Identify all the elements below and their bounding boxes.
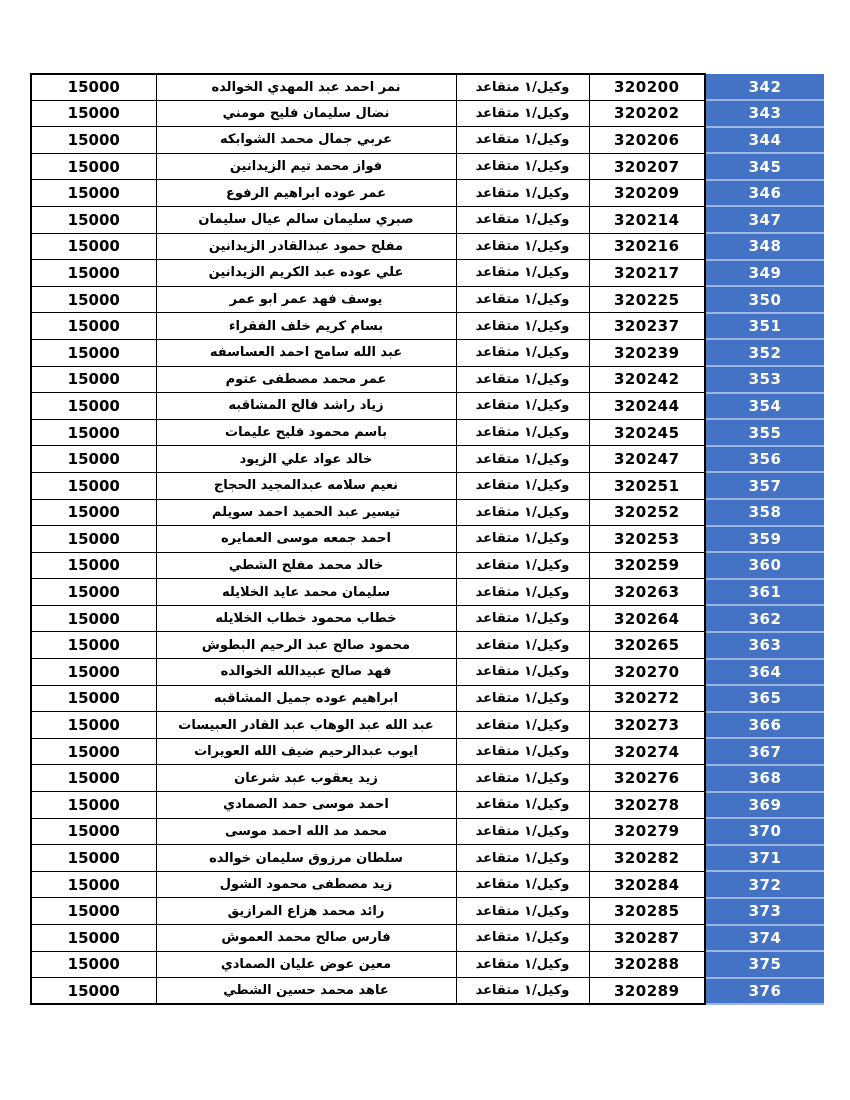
name-cell: خطاب محمود خطاب الخلايله xyxy=(156,605,456,632)
amount-cell: 15000 xyxy=(31,659,156,686)
id-number-cell: 320252 xyxy=(589,499,705,526)
serial-number-cell: 343 xyxy=(705,100,824,127)
name-cell: نضال سليمان فليح مومني xyxy=(156,100,456,127)
serial-number-cell: 344 xyxy=(705,127,824,154)
amount-cell: 15000 xyxy=(31,871,156,898)
table-body xyxy=(31,74,824,1004)
id-number-cell: 320200 xyxy=(589,74,705,100)
id-number-cell: 320217 xyxy=(589,260,705,287)
serial-number-cell: 373 xyxy=(705,898,824,925)
rank-cell: وكيل/١ متقاعد xyxy=(456,286,589,313)
table-row xyxy=(31,153,824,180)
table-row xyxy=(31,393,824,420)
amount-cell: 15000 xyxy=(31,472,156,499)
name-cell: عربي جمال محمد الشوابكه xyxy=(156,127,456,154)
name-cell: نمر احمد عبد المهدي الخوالده xyxy=(156,74,456,100)
id-number-cell: 320253 xyxy=(589,526,705,553)
id-number-cell: 320289 xyxy=(589,978,705,1005)
serial-number-cell: 365 xyxy=(705,685,824,712)
serial-number-cell: 345 xyxy=(705,153,824,180)
name-cell: علي عوده عبد الكريم الزيدانين xyxy=(156,260,456,287)
amount-cell: 15000 xyxy=(31,499,156,526)
table-row xyxy=(31,765,824,792)
amount-cell: 15000 xyxy=(31,339,156,366)
amount-cell: 15000 xyxy=(31,845,156,872)
serial-number-cell: 375 xyxy=(705,951,824,978)
amount-cell: 15000 xyxy=(31,978,156,1005)
rank-cell: وكيل/١ متقاعد xyxy=(456,499,589,526)
serial-number-cell: 368 xyxy=(705,765,824,792)
serial-number-cell: 353 xyxy=(705,366,824,393)
id-number-cell: 320285 xyxy=(589,898,705,925)
id-number-cell: 320276 xyxy=(589,765,705,792)
name-cell: خالد عواد علي الزيود xyxy=(156,446,456,473)
table-row xyxy=(31,526,824,553)
id-number-cell: 320259 xyxy=(589,552,705,579)
serial-number-cell: 372 xyxy=(705,871,824,898)
name-cell: بسام كريم خلف الفقراء xyxy=(156,313,456,340)
rank-cell: وكيل/١ متقاعد xyxy=(456,233,589,260)
serial-number-cell: 369 xyxy=(705,792,824,819)
table-row xyxy=(31,552,824,579)
amount-cell: 15000 xyxy=(31,792,156,819)
table-row xyxy=(31,446,824,473)
rank-cell: وكيل/١ متقاعد xyxy=(456,898,589,925)
rank-cell: وكيل/١ متقاعد xyxy=(456,180,589,207)
table-row xyxy=(31,632,824,659)
id-number-cell: 320288 xyxy=(589,951,705,978)
amount-cell: 15000 xyxy=(31,632,156,659)
name-cell: محمود صالح عبد الرحيم البطوش xyxy=(156,632,456,659)
rank-cell: وكيل/١ متقاعد xyxy=(456,685,589,712)
name-cell: عمر عوده ابراهيم الرفوع xyxy=(156,180,456,207)
serial-number-cell: 342 xyxy=(705,74,824,100)
id-number-cell: 320265 xyxy=(589,632,705,659)
serial-number-cell: 364 xyxy=(705,659,824,686)
serial-number-cell: 360 xyxy=(705,552,824,579)
serial-number-cell: 361 xyxy=(705,579,824,606)
rank-cell: وكيل/١ متقاعد xyxy=(456,632,589,659)
id-number-cell: 320270 xyxy=(589,659,705,686)
serial-number-cell: 362 xyxy=(705,605,824,632)
id-number-cell: 320272 xyxy=(589,685,705,712)
id-number-cell: 320274 xyxy=(589,738,705,765)
id-number-cell: 320209 xyxy=(589,180,705,207)
rank-cell: وكيل/١ متقاعد xyxy=(456,339,589,366)
rank-cell: وكيل/١ متقاعد xyxy=(456,74,589,100)
amount-cell: 15000 xyxy=(31,765,156,792)
rank-cell: وكيل/١ متقاعد xyxy=(456,792,589,819)
name-cell: زيد مصطفى محمود الشول xyxy=(156,871,456,898)
table-row xyxy=(31,339,824,366)
serial-number-cell: 347 xyxy=(705,206,824,233)
rank-cell: وكيل/١ متقاعد xyxy=(456,765,589,792)
amount-cell: 15000 xyxy=(31,206,156,233)
table-row xyxy=(31,978,824,1005)
name-cell: سلطان مرزوق سليمان خوالده xyxy=(156,845,456,872)
rank-cell: وكيل/١ متقاعد xyxy=(456,871,589,898)
rank-cell: وكيل/١ متقاعد xyxy=(456,605,589,632)
table-row xyxy=(31,898,824,925)
id-number-cell: 320284 xyxy=(589,871,705,898)
serial-number-cell: 348 xyxy=(705,233,824,260)
id-number-cell: 320245 xyxy=(589,419,705,446)
id-number-cell: 320264 xyxy=(589,605,705,632)
id-number-cell: 320239 xyxy=(589,339,705,366)
amount-cell: 15000 xyxy=(31,526,156,553)
id-number-cell: 320247 xyxy=(589,446,705,473)
serial-number-cell: 352 xyxy=(705,339,824,366)
amount-cell: 15000 xyxy=(31,313,156,340)
amount-cell: 15000 xyxy=(31,712,156,739)
rank-cell: وكيل/١ متقاعد xyxy=(456,313,589,340)
table-row xyxy=(31,313,824,340)
name-cell: فهد صالح عبيدالله الخوالده xyxy=(156,659,456,686)
name-cell: عاهد محمد حسين الشطي xyxy=(156,978,456,1005)
table-row xyxy=(31,233,824,260)
serial-number-cell: 350 xyxy=(705,286,824,313)
table-row xyxy=(31,74,824,100)
id-number-cell: 320251 xyxy=(589,472,705,499)
table-row xyxy=(31,951,824,978)
amount-cell: 15000 xyxy=(31,446,156,473)
table-row xyxy=(31,260,824,287)
rank-cell: وكيل/١ متقاعد xyxy=(456,925,589,952)
name-cell: احمد موسى حمد الصمادي xyxy=(156,792,456,819)
table-row xyxy=(31,685,824,712)
id-number-cell: 320207 xyxy=(589,153,705,180)
amount-cell: 15000 xyxy=(31,925,156,952)
name-cell: محمد مد الله احمد موسى xyxy=(156,818,456,845)
name-cell: فواز محمد تيم الزيدانين xyxy=(156,153,456,180)
serial-number-cell: 349 xyxy=(705,260,824,287)
rank-cell: وكيل/١ متقاعد xyxy=(456,845,589,872)
id-number-cell: 320282 xyxy=(589,845,705,872)
amount-cell: 15000 xyxy=(31,153,156,180)
table-row xyxy=(31,818,824,845)
serial-number-cell: 356 xyxy=(705,446,824,473)
amount-cell: 15000 xyxy=(31,552,156,579)
name-cell: عمر محمد مصطفى عتوم xyxy=(156,366,456,393)
amount-cell: 15000 xyxy=(31,260,156,287)
amount-cell: 15000 xyxy=(31,100,156,127)
rank-cell: وكيل/١ متقاعد xyxy=(456,552,589,579)
name-cell: احمد جمعه موسى العمايره xyxy=(156,526,456,553)
id-number-cell: 320214 xyxy=(589,206,705,233)
rank-cell: وكيل/١ متقاعد xyxy=(456,153,589,180)
rank-cell: وكيل/١ متقاعد xyxy=(456,978,589,1005)
serial-number-cell: 358 xyxy=(705,499,824,526)
id-number-cell: 320237 xyxy=(589,313,705,340)
rank-cell: وكيل/١ متقاعد xyxy=(456,712,589,739)
serial-number-cell: 359 xyxy=(705,526,824,553)
amount-cell: 15000 xyxy=(31,286,156,313)
table-row xyxy=(31,100,824,127)
name-cell: عبد الله عبد الوهاب عبد القادر العبيسات xyxy=(156,712,456,739)
serial-number-cell: 346 xyxy=(705,180,824,207)
table-row xyxy=(31,659,824,686)
name-cell: باسم محمود فليح عليمات xyxy=(156,419,456,446)
serial-number-cell: 357 xyxy=(705,472,824,499)
serial-number-cell: 355 xyxy=(705,419,824,446)
table-row xyxy=(31,871,824,898)
name-cell: خالد محمد مفلح الشطي xyxy=(156,552,456,579)
name-cell: نعيم سلامه عبدالمجيد الحجاج xyxy=(156,472,456,499)
name-cell: مفلح حمود عبدالقادر الزيدانين xyxy=(156,233,456,260)
id-number-cell: 320242 xyxy=(589,366,705,393)
rank-cell: وكيل/١ متقاعد xyxy=(456,419,589,446)
id-number-cell: 320225 xyxy=(589,286,705,313)
amount-cell: 15000 xyxy=(31,180,156,207)
amount-cell: 15000 xyxy=(31,233,156,260)
name-cell: ابراهيم عوده جميل المشاقبه xyxy=(156,685,456,712)
rank-cell: وكيل/١ متقاعد xyxy=(456,579,589,606)
name-cell: ايوب عبدالرحيم ضيف الله العويرات xyxy=(156,738,456,765)
id-number-cell: 320244 xyxy=(589,393,705,420)
serial-number-cell: 370 xyxy=(705,818,824,845)
rank-cell: وكيل/١ متقاعد xyxy=(456,818,589,845)
serial-number-cell: 363 xyxy=(705,632,824,659)
serial-number-cell: 374 xyxy=(705,925,824,952)
name-cell: فارس صالح محمد العموش xyxy=(156,925,456,952)
amount-cell: 15000 xyxy=(31,738,156,765)
id-number-cell: 320273 xyxy=(589,712,705,739)
table-row xyxy=(31,472,824,499)
table-row xyxy=(31,206,824,233)
id-number-cell: 320278 xyxy=(589,792,705,819)
serial-number-cell: 366 xyxy=(705,712,824,739)
name-cell: زياد راشد فالح المشاقبه xyxy=(156,393,456,420)
name-cell: رائد محمد هزاع المرازيق xyxy=(156,898,456,925)
serial-number-cell: 367 xyxy=(705,738,824,765)
name-cell: صبري سليمان سالم عيال سليمان xyxy=(156,206,456,233)
amount-cell: 15000 xyxy=(31,579,156,606)
rank-cell: وكيل/١ متقاعد xyxy=(456,206,589,233)
serial-number-cell: 371 xyxy=(705,845,824,872)
serial-number-cell: 351 xyxy=(705,313,824,340)
id-number-cell: 320202 xyxy=(589,100,705,127)
amount-cell: 15000 xyxy=(31,393,156,420)
serial-number-cell: 376 xyxy=(705,978,824,1005)
table-row xyxy=(31,845,824,872)
table-row xyxy=(31,738,824,765)
name-cell: سليمان محمد عايد الخلايله xyxy=(156,579,456,606)
name-cell: تيسير عبد الحميد احمد سويلم xyxy=(156,499,456,526)
id-number-cell: 320287 xyxy=(589,925,705,952)
rank-cell: وكيل/١ متقاعد xyxy=(456,526,589,553)
rank-cell: وكيل/١ متقاعد xyxy=(456,260,589,287)
table-row xyxy=(31,925,824,952)
retirees-table xyxy=(30,73,824,1005)
id-number-cell: 320263 xyxy=(589,579,705,606)
rank-cell: وكيل/١ متقاعد xyxy=(456,446,589,473)
rank-cell: وكيل/١ متقاعد xyxy=(456,393,589,420)
table-row xyxy=(31,712,824,739)
amount-cell: 15000 xyxy=(31,74,156,100)
amount-cell: 15000 xyxy=(31,605,156,632)
name-cell: زيد يعقوب عبد شرعان xyxy=(156,765,456,792)
id-number-cell: 320206 xyxy=(589,127,705,154)
amount-cell: 15000 xyxy=(31,818,156,845)
amount-cell: 15000 xyxy=(31,366,156,393)
table-row xyxy=(31,499,824,526)
table-row xyxy=(31,605,824,632)
name-cell: عبد الله سامح احمد العساسفه xyxy=(156,339,456,366)
amount-cell: 15000 xyxy=(31,898,156,925)
table-row xyxy=(31,579,824,606)
rank-cell: وكيل/١ متقاعد xyxy=(456,472,589,499)
table-row xyxy=(31,366,824,393)
table-row xyxy=(31,127,824,154)
rank-cell: وكيل/١ متقاعد xyxy=(456,951,589,978)
id-number-cell: 320216 xyxy=(589,233,705,260)
table-row xyxy=(31,419,824,446)
serial-number-cell: 354 xyxy=(705,393,824,420)
rank-cell: وكيل/١ متقاعد xyxy=(456,127,589,154)
rank-cell: وكيل/١ متقاعد xyxy=(456,738,589,765)
amount-cell: 15000 xyxy=(31,951,156,978)
amount-cell: 15000 xyxy=(31,685,156,712)
rank-cell: وكيل/١ متقاعد xyxy=(456,366,589,393)
id-number-cell: 320279 xyxy=(589,818,705,845)
table-row xyxy=(31,286,824,313)
name-cell: معين عوض عليان الصمادي xyxy=(156,951,456,978)
rank-cell: وكيل/١ متقاعد xyxy=(456,100,589,127)
name-cell: يوسف فهد عمر ابو عمر xyxy=(156,286,456,313)
amount-cell: 15000 xyxy=(31,127,156,154)
table-row xyxy=(31,792,824,819)
rank-cell: وكيل/١ متقاعد xyxy=(456,659,589,686)
amount-cell: 15000 xyxy=(31,419,156,446)
table-row xyxy=(31,180,824,207)
